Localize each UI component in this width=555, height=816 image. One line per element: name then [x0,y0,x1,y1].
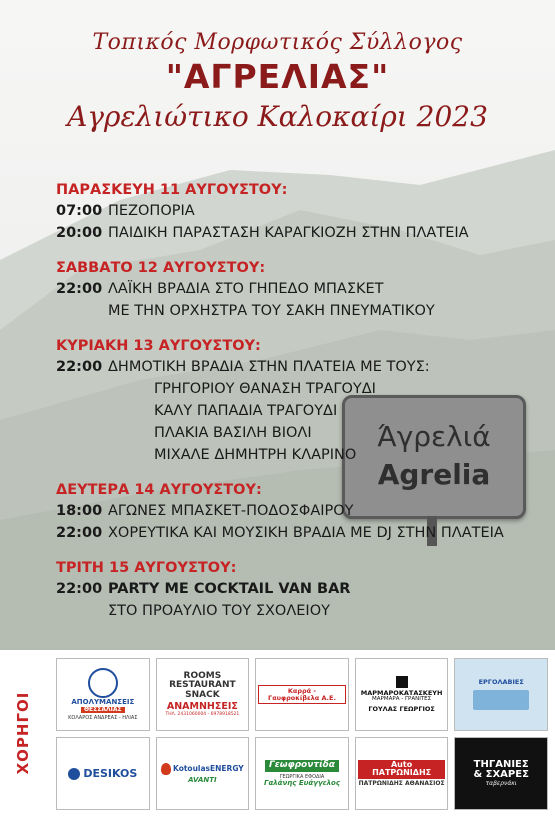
sponsor-person: ΚΟΛΑΡΟΣ ΑΝΔΡΕΑΣ - ΗΛΙΑΣ [68,714,138,721]
desikos-logo [68,768,137,780]
sponsor-card [454,737,548,810]
sponsor-name: Καρρά - Γαυφροκίβελα Α.Ε. [258,685,346,705]
sponsor-card [355,737,449,810]
musician [56,422,526,444]
event-row [56,356,526,378]
event-time: 22:00 [56,281,103,297]
day-title: ΚΥΡΙΑΚΗ 13 ΑΥΓΟΥΣΤΟΥ: [56,338,261,354]
event-detail [56,300,526,322]
event-description: ΜΕ ΤΗΝ ΟΡΧΗΣΤΡΑ ΤΟΥ ΣΑΚΗ ΠΝΕΥΜΑΤΙΚΟΥ [108,303,435,319]
event-time: 22:00 [56,359,103,375]
event-time: 20:00 [56,225,103,241]
sponsor-card [255,658,349,731]
sponsor-name: ΑΠΟΛΥΜΑΝΣΕΙΣ [71,698,135,707]
musician [56,400,526,422]
sponsors-label-text: ΧΟΡΗΓΟΙ [14,691,32,775]
musician-name: ΓΡΗΓΟΡΙΟΥ ΘΑΝΑΣΗ ΤΡΑΓΟΥΔΙ [154,381,376,397]
sponsor-subtitle: ταβερνάκι [485,779,517,787]
sponsor-subtitle: ΜΑΡΜΑΡΑ - ΓΡΑΝΙΤΕΣ [372,696,432,703]
musician [56,378,526,400]
day-block [56,336,526,466]
event-row [56,500,526,522]
event-row [56,522,526,544]
sponsor-card [156,658,250,731]
musician-name: ΚΑΛΥ ΠΑΠΑΔΙΑ ΤΡΑΓΟΥΔΙ [154,403,338,419]
sponsor-card [156,737,250,810]
sponsor-person: ΓΟΥΛΑΣ ΓΕΩΡΓΙΟΣ [368,704,435,713]
sponsor-name: ΕΡΓΟΛΑΒΙΕΣ [478,678,524,687]
event-description: ΠΑΙΔΙΚΗ ΠΑΡΑΣΤΑΣΗ ΚΑΡΑΓΚΙΟΖΗ ΣΤΗΝ ΠΛΑΤΕΙΑ [108,225,469,241]
sponsor-line: RESTAURANT [169,680,236,691]
sponsor-name: DESIKOS [83,766,138,780]
sponsor-card [255,737,349,810]
construction-photo-icon [473,690,529,710]
village-name: "ΑΓΡΕΛΙΑΣ" [165,57,390,96]
event-description: ΣΤΟ ΠΡΟΑΥΛΙΟ ΤΟΥ ΣΧΟΛΕΙΟΥ [108,603,330,619]
pest-control-icon [88,668,118,698]
event-row [56,278,526,300]
sponsor-name: Γεωφροντίδα [265,760,339,771]
desikos-mark-icon [68,768,80,780]
musician [56,444,526,466]
event-row [56,200,526,222]
sponsor-card [56,658,150,731]
event-row [56,222,526,244]
event-title: Αγρελιώτικο Καλοκαίρι 2023 [67,100,488,133]
sponsor-line: SNACK [185,689,220,700]
sponsor-line: ROOMS [183,670,222,681]
poster-header [0,30,555,133]
event-description: ΛΑΪΚΗ ΒΡΑΔΙΑ ΣΤΟ ΓΗΠΕΔΟ ΜΠΑΣΚΕΤ [108,281,384,297]
event-row [56,578,526,600]
day-block [56,558,526,622]
event-time: 22:00 [56,525,103,541]
day-block [56,480,526,544]
day-title: ΣΑΒΒΑΤΟ 12 ΑΥΓΟΥΣΤΟΥ: [56,260,266,276]
sponsor-name: ΜΑΡΜΑΡΟΚΑΤΑΣΚΕΥΗ [360,689,443,698]
sponsor-subtitle: AVANTI [188,775,217,784]
sign-latin-text: Agrelia [377,458,491,491]
sponsor-name: KotoulasENERGY [173,763,244,773]
sponsor-card [454,658,548,731]
sponsor-name: ΑΝΑΜΝΗΣΕΙΣ [166,700,238,712]
event-description: ΠΕΖΟΠΟΡΙΑ [108,203,195,219]
day-title: ΔΕΥΤΕΡΑ 14 ΑΥΓΟΥΣΤΟΥ: [56,482,262,498]
event-time: 18:00 [56,503,103,519]
event-time: 07:00 [56,203,103,219]
sponsor-line: & ΣΧΑΡΕΣ [473,769,529,781]
sponsor-card [56,737,150,810]
kotoulas-logo [161,763,244,775]
sponsor-line: ΤΗΓΑΝΙΕΣ [473,758,529,770]
organization-name: Τοπικός Μορφωτικός Σύλλογος [92,30,463,55]
event-time: 22:00 [56,581,103,597]
musician-name: ΜΙΧΑΛΕ ΔΗΜΗΤΡΗ ΚΛΑΡΙΝΟ [154,447,357,463]
event-description: ΔΗΜΟΤΙΚΗ ΒΡΑΔΙΑ ΣΤΗΝ ΠΛΑΤΕΙΑ ΜΕ ΤΟΥΣ: [108,359,430,375]
sponsor-card [355,658,449,731]
marble-logo-icon [396,676,408,688]
sponsors-label [0,650,46,816]
sponsor-person: ΠΑΤΡΩΝΙΔΗΣ ΑΘΑΝΑΣΙΟΣ [358,779,445,787]
day-block [56,258,526,322]
sponsor-subtitle: ΓΕΩΡΓΙΚΑ ΕΦΟΔΙΑ [279,773,325,780]
day-block [56,180,526,244]
sponsor-person: Γαλάνης Ευάγγελος [263,778,340,787]
flame-icon [161,763,171,775]
musician-name: ΠΛΑΚΙΑ ΒΑΣΙΛΗ ΒΙΟΛΙ [154,425,312,441]
sign-greek-text: Άγρελιά [377,420,491,453]
day-title: ΠΑΡΑΣΚΕΥΗ 11 ΑΥΓΟΥΣΤΟΥ: [56,182,288,198]
sponsor-subtitle: ΘΕΣΣΑΛΙΑΣ [81,707,125,713]
event-description: ΑΓΩΝΕΣ ΜΠΑΣΚΕΤ-ΠΟΔΟΣΦΑΙΡΟΥ [108,503,354,519]
sponsor-phone: ΤΗΛ. 2431060004 - 6978918521 [165,711,240,717]
sponsors-section [0,650,555,816]
sponsor-name: Auto ΠΑΤΡΩΝΙΔΗΣ [358,760,446,779]
event-description: ΧΟΡΕΥΤΙΚΑ ΚΑΙ ΜΟΥΣΙΚΗ ΒΡΑΔΙΑ ΜΕ DJ ΣΤΗΝ ΠΛΑΤΕΙΑ [108,525,504,541]
event-detail [56,600,526,622]
event-program [56,180,526,636]
day-title: ΤΡΙΤΗ 15 ΑΥΓΟΥΣΤΟΥ: [56,560,237,576]
event-description: PARTY ΜΕ COCKTAIL VAN BAR [108,581,351,597]
sponsors-grid [56,658,548,810]
